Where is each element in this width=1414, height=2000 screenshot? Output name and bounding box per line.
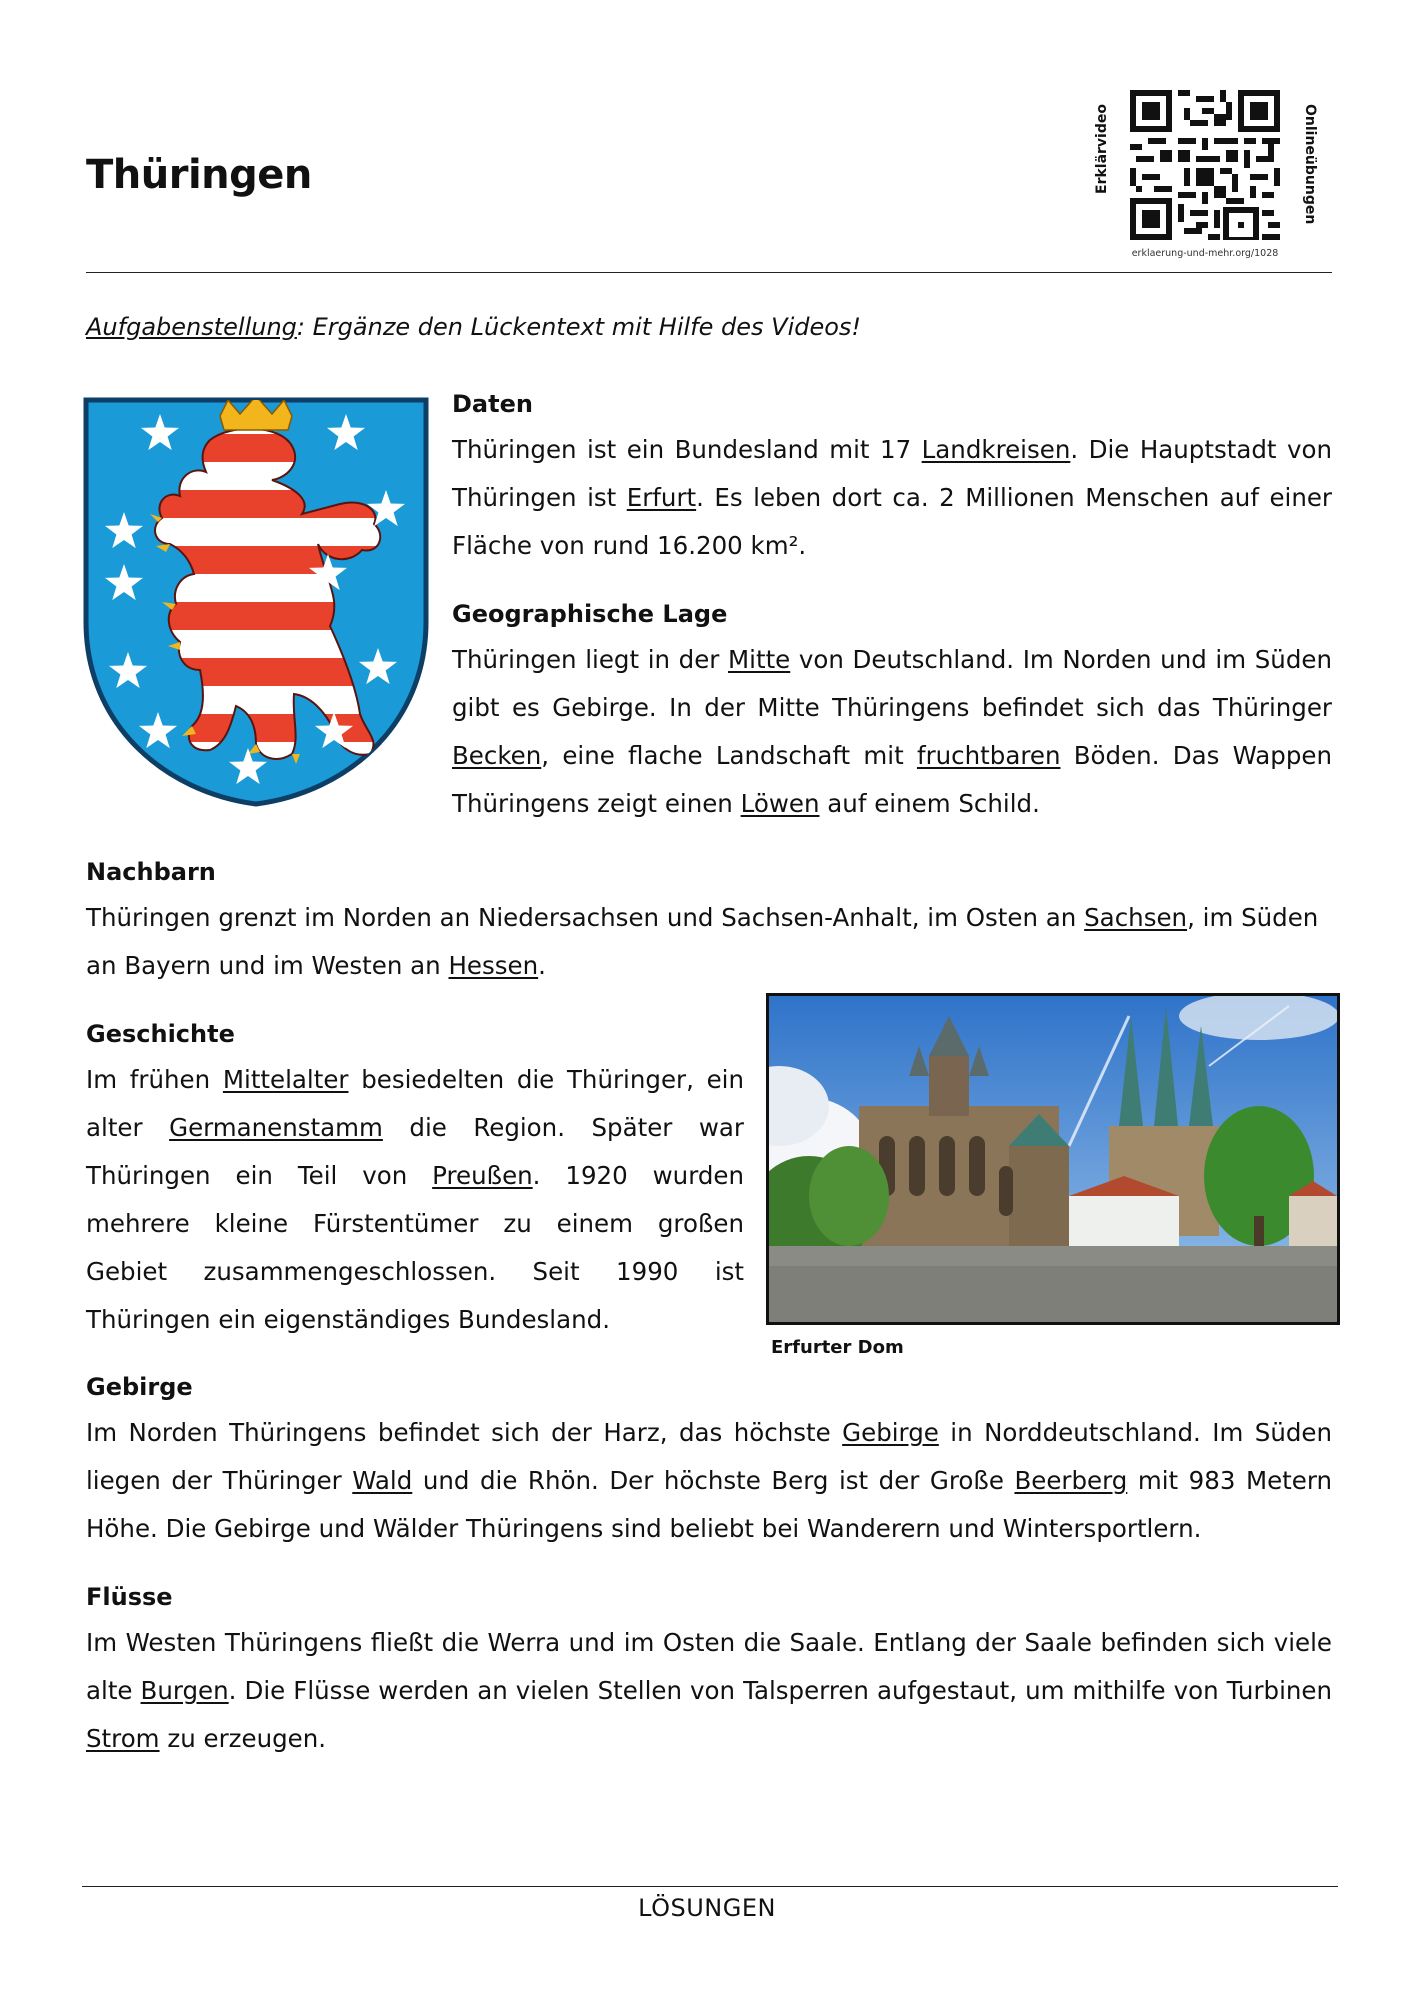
answer-wald: Wald — [352, 1466, 413, 1495]
answer-germanenstamm: Germanenstamm — [169, 1113, 383, 1142]
footer-divider — [82, 1886, 1338, 1887]
answer-burgen: Burgen — [140, 1676, 229, 1705]
cathedral-illustration — [769, 996, 1337, 1322]
answer-beerberg: Beerberg — [1014, 1466, 1128, 1495]
photo-caption: Erfurter Dom — [771, 1337, 904, 1358]
heading-geographische-lage: Geographische Lage — [452, 600, 728, 628]
task-label: Aufgabenstellung — [86, 313, 297, 341]
answer-gebirge: Gebirge — [842, 1418, 939, 1447]
heading-fluesse: Flüsse — [86, 1583, 173, 1611]
heading-geschichte: Geschichte — [86, 1020, 235, 1048]
answer-hessen: Hessen — [448, 951, 539, 980]
qr-url: erklaerung-und-mehr.org/1028 — [1131, 248, 1279, 259]
task-text: Ergänze den Lückentext mit Hilfe des Videos! — [305, 313, 862, 341]
heading-gebirge: Gebirge — [86, 1373, 193, 1401]
paragraph-geographische-lage: Thüringen liegt in der Mitte von Deutschland. Im Norden und im Süden gibt es Gebirge. In der Mitte Thüringens befindet sich das Thüringer Becken, eine flache Landschaft mit fruchtbaren Böden. Das Wappen Thüringens zeigt einen Löwen auf einem Schild. — [452, 645, 1333, 818]
paragraph-gebirge: Im Norden Thüringens befindet sich der Harz, das höchste Gebirge in Norddeutschland. Im Süden liegen der Thüringer Wald und die Rhön. Der höchste Berg ist der Große Beerberg mit 983 Metern Höhe. Die Gebirge und Wälder Thüringens sind beliebt bei Wanderern und Wintersportlern. — [86, 1418, 1333, 1543]
paragraph-daten: Thüringen ist ein Bundesland mit 17 Landkreisen. Die Hauptstadt von Thüringen ist Erfurt. Es leben dort ca. 2 Millionen Menschen auf einer Fläche von rund 16.200 km². — [452, 435, 1332, 560]
paragraph-fluesse: Im Westen Thüringens fließt die Werra und im Osten die Saale. Entlang der Saale befinden sich viele alte Burgen. Die Flüsse werden an vielen Stellen von Talsperren aufgestaut, um mithilfe von Turbinen Strom zu erzeugen. — [86, 1628, 1333, 1753]
answer-fruchtbaren: fruchtbaren — [916, 741, 1061, 770]
answer-mitte: Mitte — [728, 645, 791, 674]
answer-preussen: Preußen — [432, 1161, 533, 1190]
answer-landkreisen: Landkreisen — [921, 435, 1071, 464]
footer-solutions-label: LÖSUNGEN — [638, 1894, 776, 1922]
answer-sachsen: Sachsen — [1084, 903, 1188, 932]
header-divider — [86, 272, 1332, 273]
coat-of-arms-thuringia — [80, 394, 432, 810]
answer-mittelalter: Mittelalter — [222, 1065, 349, 1094]
paragraph-nachbarn: Thüringen grenzt im Norden an Niedersachsen und Sachsen-Anhalt, im Osten an Sachsen, im Süden an Bayern und im Westen an Hessen. — [86, 903, 1319, 980]
answer-becken: Becken — [452, 741, 542, 770]
heading-daten: Daten — [452, 390, 533, 418]
answer-loewen: Löwen — [740, 789, 820, 818]
qr-code-icon[interactable] — [1130, 90, 1280, 240]
qr-label-online-exercises: Onlineübungen — [1302, 104, 1318, 225]
qr-label-explainer-video: Erklärvideo — [1094, 104, 1110, 194]
qr-code-block[interactable] — [1086, 90, 1336, 270]
answer-erfurt: Erfurt — [626, 483, 697, 512]
task-instruction: Aufgabenstellung: Ergänze den Lückentext mit Hilfe des Videos! — [86, 313, 862, 341]
photo-erfurter-dom — [766, 993, 1340, 1325]
page-title: Thüringen — [86, 152, 312, 198]
paragraph-geschichte: Im frühen Mittelalter besiedelten die Thüringer, ein alter Germanenstamm die Region. Später war Thüringen ein Teil von Preußen. 1920 wurden mehrere kleine Fürstentümer zu einem großen Gebiet zusammengeschlossen. Seit 1990 ist Thüringen ein eigenständiges Bundesland. — [86, 1065, 744, 1334]
heading-nachbarn: Nachbarn — [86, 858, 216, 886]
answer-strom: Strom — [86, 1724, 160, 1753]
